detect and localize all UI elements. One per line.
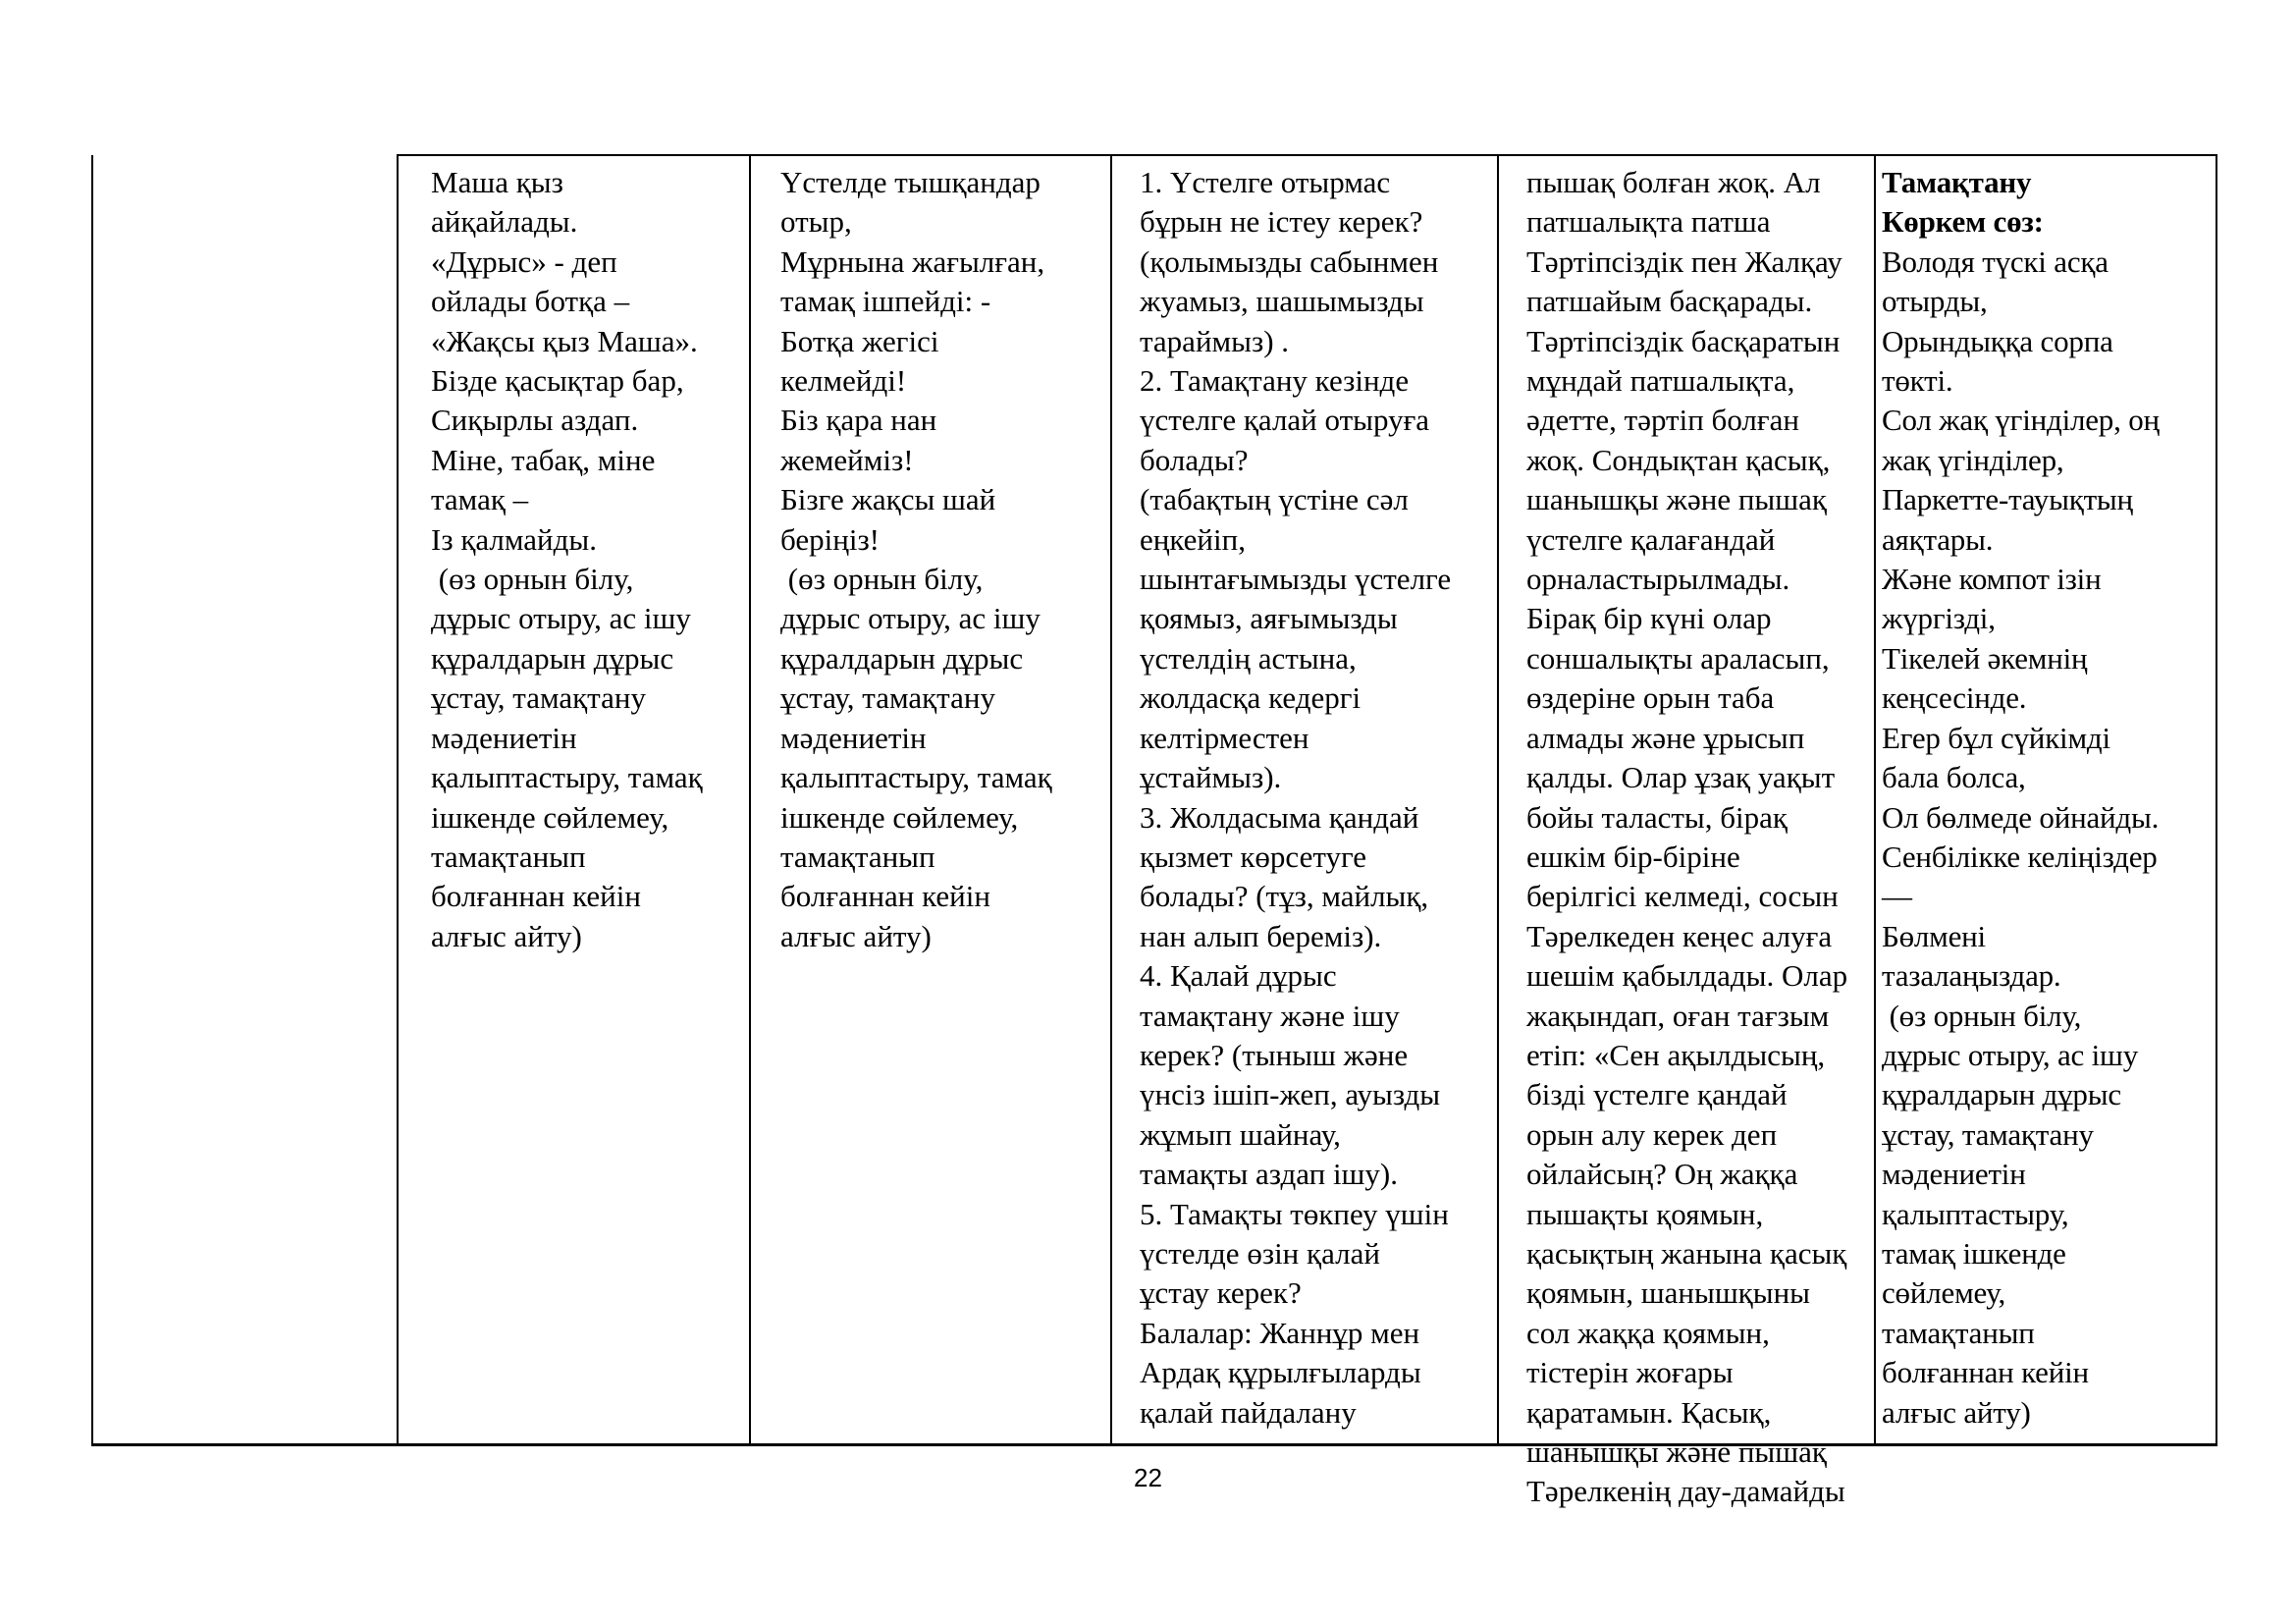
- cell-text-body: Володя түскі асқа отырды, Орындыққа сорпа төкті. Сол жақ үгінділер, оң жақ үгінділер, Паркетте-тауықтың аяқтары. Және компот ізін жүргізді, Тікелей әкемнің кеңсесінде. Егер бұл сүйкімді бала болса, Ол бөлмеде ойнайды. Сенбілікке келіңіздер — Бөлмені тазалаңыздар. (өз орнын білу, дұрыс отыру, ас ішу құралдарын дұрыс ұстау, тамақтану мәдениетін қалыптастыру, тамақ ішкенде сөйлемеу, тамақтанып болғаннан кейін алғыс айту): [1882, 244, 2160, 1430]
- table-cell-poem-mice: [750, 155, 1111, 1445]
- table-cell-questions: [1111, 155, 1498, 1445]
- cell-text: 1. Үстелге отырмас бұрын не істеу керек? (қолымызды сабынмен жуамыз, шашымызды тараймыз) . 2. Тамақтану кезінде үстелге қалай отыруға болады? (табақтың үстіне сәл еңкейіп, шынтағымызды үстелге қоямыз, аяғымызды үстелдің астына, жолдасқа кедергі келтірместен ұстаймыз). 3. Жолдасыма қандай қызмет көрсетуге болады? (тұз, майлық, нан алып береміз). 4. Қалай дұрыс тамақтану және ішу керек? (тыныш және үнсіз ішіп-жеп, ауызды жұмып шайнау, тамақты аздап ішу). 5. Тамақты төкпеу үшін үстелде өзін қалай ұстау керек? Балалар: Жаннұр мен Ардақ құрылғыларды қалай пайдалану: [1140, 165, 1452, 1430]
- table-cell-empty: [92, 155, 398, 1445]
- cell-text: пышақ болған жоқ. Ал патшалықта патша Тәртіпсіздік пен Жалқау патшайым басқарады. Тәртіпсіздік басқаратын мұндай патшалықта, әдетте, тәртіп болған жоқ. Сондықтан қасық, шанышқы және пышақ үстелге қалағандай орналастырылмады. Бірақ бір күні олар соншалықты араласып, өздеріне орын таба алмады және ұрысып қалды. Олар ұзақ уақыт бойы таласты, бірақ ешкім бір-біріне берілгісі келмеді, сосын Тәрелкеден кеңес алуға шешім қабылдады. Олар жақындап, оған тағзым етіп: «Сен ақылдысың, бізді үстелге қандай орын алу керек деп ойлайсың? Оң жаққа пышақты қоямын, қасықтың жанына қасық қоямын, шанышқыны сол жаққа қоямын, тістерін жоғары қаратамын. Қасық, шанышқы және пышақ Тәрелкенің дау-дамайды: [1526, 165, 1848, 1509]
- cell-text: Үстелде тышқандар отыр, Мұрнына жағылған, тамақ ішпейді: - Ботқа жегісі келмейді! Біз қара нан жемейміз! Бізге жақсы шай беріңіз! (өз орнын білу, дұрыс отыру, ас ішу құралдарын дұрыс ұстау, тамақтану мәдениетін қалыптастыру, тамақ ішкенде сөйлемеу, тамақтанып болғаннан кейін алғыс айту): [780, 165, 1052, 953]
- table-cell-poem-masha: [398, 155, 750, 1445]
- cell-subheading: Көркем сөз:: [1882, 204, 2044, 240]
- cell-heading: Тамақтану: [1882, 165, 2032, 199]
- table-row: [92, 155, 2216, 1445]
- cell-text: [1876, 156, 2216, 1439]
- page-number: 22: [1134, 1463, 1162, 1492]
- table-cell-story: [1498, 155, 1875, 1509]
- cell-text: Маша қыз айқайлады. «Дұрыс» - деп ойлады ботқа – «Жақсы қыз Маша». Бізде қасықтар бар, Сиқырлы аздап. Міне, табақ, міне тамақ – Із қалмайды. (өз орнын білу, дұрыс отыру, ас ішу құралдарын дұрыс ұстау, тамақтану мәдениетін қалыптастыру, тамақ ішкенде сөйлемеу, тамақтанып болғаннан кейін алғыс айту): [431, 165, 703, 953]
- table-cell-artistic-word: [1875, 155, 2216, 1445]
